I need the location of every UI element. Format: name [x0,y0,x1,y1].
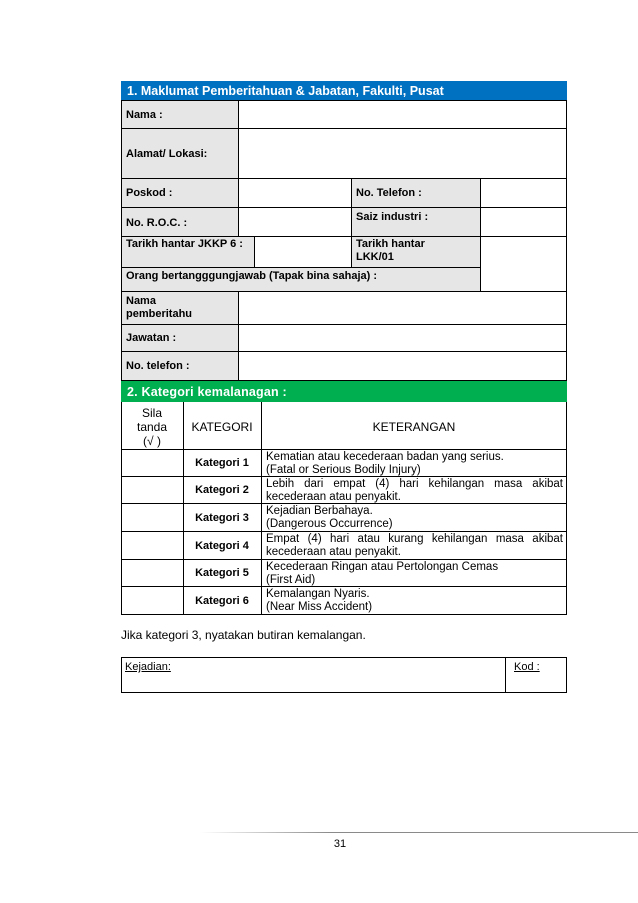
grid-line [121,291,567,292]
keterangan-line1: Kecederaan Ringan atau Pertolongan Cemas [266,561,499,573]
grid-line [183,402,184,615]
grid-line [121,614,567,615]
checkbox-kategori-6[interactable] [121,587,183,615]
grid-line [566,402,567,615]
input-jawatan[interactable] [238,325,567,352]
keterangan-line1: Kemalangan Nyaris. [266,588,370,600]
grid-line [480,179,481,292]
kod-field[interactable] [506,658,566,692]
label-orang-bertanggungjawab: Orang bertangggungjawab (Tapak bina sahaja) : [121,268,480,292]
grid-line [261,402,262,615]
input-no-roc[interactable] [238,208,351,237]
kategori-label: Kategori 4 [195,540,249,552]
input-poskod[interactable] [238,179,351,208]
grid-line [121,207,567,208]
grid-line [121,236,567,237]
grid-line [254,237,255,268]
section2-header [121,381,567,402]
input-nama[interactable] [238,101,567,129]
grid-line [121,503,567,504]
grid-line [121,351,567,352]
grid-line [121,402,122,615]
keterangan-line1: Lebih dari empat (4) hari kehilangan masa akibat [266,478,563,490]
label-no-telefon-2: No. telefon : [121,352,238,381]
kejadian-field[interactable] [122,658,506,692]
grid-line [121,324,567,325]
keterangan-cell [261,532,567,560]
kategori-label: Kategori 1 [195,457,249,469]
col-header-keterangan: KETERANGAN [372,420,456,434]
label-tarikh-lkk01: Tarikh hantar LKK/01 [351,237,480,268]
label-jawatan: Jawatan : [121,325,238,352]
label-no-telefon: No. Telefon : [351,179,480,208]
input-saiz-industri[interactable] [480,208,567,237]
keterangan-cell [261,560,567,587]
keterangan-cell [261,504,567,532]
input-tarikh-lkk01[interactable] [480,237,567,292]
grid-line [121,128,567,129]
keterangan-line1: Empat (4) hari atau kurang kehilangan masa akibat [266,533,563,545]
grid-line [121,449,567,450]
section2-title: 2. Kategori kemalanagan : [127,385,287,399]
keterangan-line2: kecederaan atau penyakit. [266,491,401,503]
keterangan-line2: (Dangerous Occurrence) [266,518,393,530]
kategori-label: Kategori 3 [195,512,249,524]
input-no-telefon[interactable] [480,179,567,208]
section1-header [121,81,567,101]
keterangan-line2: (Near Miss Accident) [266,601,373,613]
label-nama: Nama : [121,101,238,129]
section1-title: 1. Maklumat Pemberitahuan & Jabatan, Fakulti, Pusat [127,84,444,98]
grid-line [121,559,567,560]
keterangan-line2: (First Aid) [266,574,316,586]
grid-line [121,531,567,532]
kod-label: Kod : [514,661,540,673]
input-nama-pemberitahu[interactable] [238,292,567,325]
checkbox-kategori-5[interactable] [121,560,183,587]
checkbox-kategori-3[interactable] [121,504,183,532]
kejadian-label: Kejadian: [125,661,171,673]
label-alamat: Alamat/ Lokasi: [121,129,238,179]
keterangan-line1: Kematian atau kecederaan badan yang serius. [266,451,504,463]
note-text: Jika kategori 3, nyatakan butiran kemalangan. [121,628,366,642]
label-saiz-industri: Saiz industri : [351,208,480,237]
keterangan-line1: Kejadian Berbahaya. [266,505,373,517]
input-alamat[interactable] [238,129,567,179]
grid-line [238,292,239,381]
grid-line [121,178,567,179]
kategori-label: Kategori 5 [195,567,249,579]
input-no-telefon-2[interactable] [238,352,567,381]
checkbox-kategori-1[interactable] [121,450,183,477]
checkbox-kategori-4[interactable] [121,532,183,560]
input-tarikh-jkkp6[interactable] [254,237,351,268]
kategori-label: Kategori 2 [195,484,249,496]
grid-line [121,267,480,268]
keterangan-cell [261,450,567,477]
kategori-label: Kategori 6 [195,595,249,607]
label-nama-pemberitahu: Nama pemberitahu [121,292,238,325]
grid-line [351,179,352,268]
page-number: 31 [333,838,347,850]
keterangan-line2: (Fatal or Serious Bodily Injury) [266,464,421,476]
footer-rule [200,832,638,833]
keterangan-line2: kecederaan atau penyakit. [266,546,401,558]
label-tarikh-jkkp6: Tarikh hantar JKKP 6 : [121,237,254,268]
col-header-kategori: KATEGORI [191,420,253,434]
grid-line [566,101,567,381]
kejadian-box [121,657,567,693]
grid-line [121,586,567,587]
keterangan-cell [261,477,567,504]
col-header-sila-tanda: Sila tanda (√ ) [136,406,168,448]
label-no-roc: No. R.O.C. : [121,208,238,237]
grid-line [238,101,239,237]
keterangan-cell [261,587,567,615]
label-poskod: Poskod : [121,179,238,208]
checkbox-kategori-2[interactable] [121,477,183,504]
grid-line [121,101,122,381]
grid-line [121,476,567,477]
